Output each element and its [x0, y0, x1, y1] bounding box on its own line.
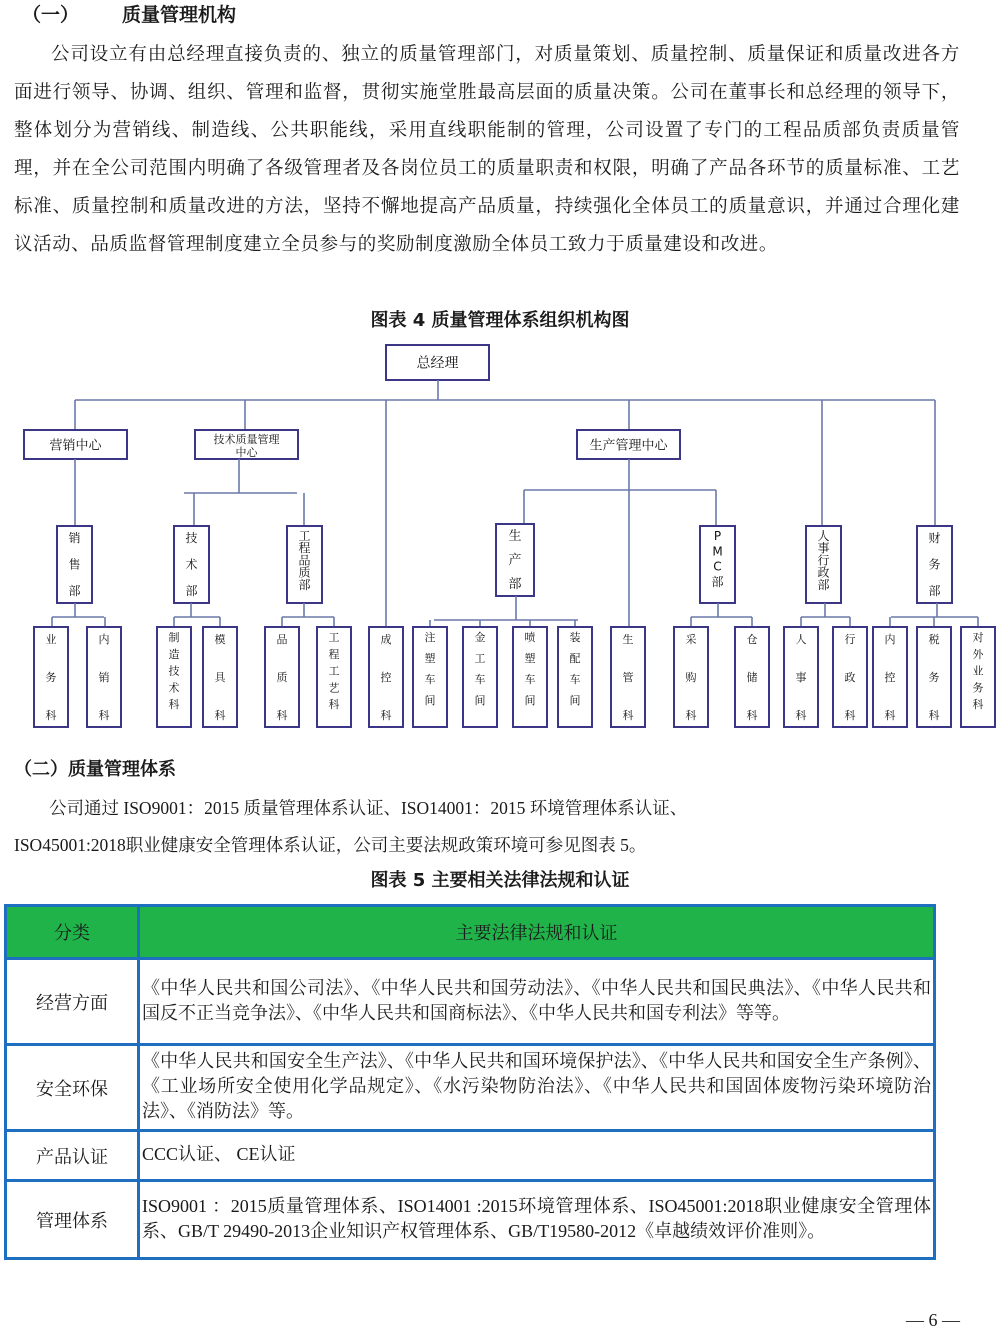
row-category: 管理体系 — [6, 1181, 139, 1259]
paragraph-text: 公司设立有由总经理直接负责的、独立的质量管理部门，对质量策划、质量控制、质量保证和质量改进各方面进行领导、协调、组织、管理和监督，贯彻实施堂胜最高层面的质量决策。公司在董事长和总经理的领导下，整体划分为营销线、制造线、公共职能线，采用直线职能制的管理，公司设置了专门的工程品质部负责质量管理，并在全公司范围内明确了各级管理者及各岗位员工的质量职责和权限，明确了产品各环节的质量标准、工艺标准、质量控制和质量改进的方法，坚持不懈地提高产品质量，持续强化全体员工的质量意识，并通过合理化建议活动、品质监督管理制度建立全员参与的奖励制度激励全体员工致力于质量建设和改进。 — [14, 44, 960, 255]
section-采购科-char: 科 — [685, 709, 697, 722]
section-品质科-char: 品 — [276, 633, 288, 646]
section-仓储科-char: 储 — [746, 671, 758, 684]
dept-hr-admin-char: 行 — [817, 553, 830, 568]
row-category: 安全环保 — [6, 1045, 139, 1131]
section-税务科-char: 务 — [928, 671, 940, 684]
dept-工程品质部-char: 工 — [298, 529, 311, 543]
section-制造技术科-char: 科 — [168, 698, 180, 712]
section-cost-control-char: 控 — [380, 671, 392, 684]
section-注塑车间-char: 间 — [424, 694, 436, 707]
section-金工车间-char: 间 — [474, 694, 486, 707]
dept-hr-admin-char: 人 — [817, 529, 830, 543]
section-工程工艺科-char: 工 — [328, 664, 340, 678]
section2-paragraph — [14, 790, 974, 864]
dept-技术部-char: 部 — [185, 584, 198, 598]
section-税务科-char: 税 — [928, 633, 940, 646]
section-工程工艺科-char: 艺 — [328, 681, 340, 695]
section-金工车间-char: 车 — [474, 673, 486, 686]
dept-工程品质部-char: 质 — [298, 565, 311, 580]
dept-finance-char: 财 — [928, 531, 941, 545]
section-喷塑车间-char: 塑 — [524, 652, 536, 665]
section-模具科-char: 模 — [214, 633, 226, 646]
section-对外业务科-char: 业 — [972, 664, 984, 678]
section-装配车间-char: 装 — [569, 631, 581, 644]
section-装配车间-char: 配 — [569, 652, 581, 665]
section-模具科-char: 科 — [214, 709, 226, 722]
dept-工程品质部-char: 程 — [298, 541, 311, 556]
section-制造技术科-char: 造 — [168, 647, 180, 661]
section-对外业务科-char: 对 — [972, 631, 984, 644]
section-仓储科-char: 科 — [746, 709, 758, 722]
section-金工车间-char: 工 — [474, 652, 486, 665]
root-node-label: 总经理 — [416, 355, 459, 372]
figure5-title: 图表 5 主要相关法律法规和认证 — [370, 870, 630, 891]
dept-pmc-char: M — [712, 544, 723, 559]
column-header-category: 分类 — [6, 906, 139, 959]
section-production-control-char: 生 — [622, 633, 634, 646]
section-装配车间-char: 车 — [569, 673, 581, 686]
section-对外业务科-char: 务 — [972, 681, 984, 695]
table-row — [6, 959, 935, 1045]
section-行政科-char: 科 — [844, 709, 856, 722]
section-业务科-char: 务 — [45, 671, 57, 684]
dept-production-char: 产 — [508, 553, 522, 568]
dept-hr-admin-char: 事 — [817, 541, 830, 556]
dept-production-char: 部 — [508, 577, 522, 592]
dept-技术部-char: 术 — [185, 557, 198, 572]
table-header-row — [6, 906, 935, 959]
dept-sales-char: 部 — [68, 584, 81, 598]
section-工程工艺科-char: 工 — [328, 631, 340, 644]
dept-sales-char: 销 — [68, 531, 81, 545]
section-喷塑车间-char: 间 — [524, 694, 536, 707]
section-人事科-char: 事 — [795, 671, 807, 684]
section-人事科-char: 科 — [795, 709, 807, 722]
dept-技术部-char: 技 — [185, 531, 198, 545]
section-采购科-char: 购 — [685, 671, 697, 684]
section-内销科-char: 科 — [98, 709, 110, 722]
section-仓储科-char: 仓 — [746, 633, 758, 646]
section-heading-2: （二）质量管理体系 — [14, 759, 176, 780]
row-content: 《中华人民共和国公司法》、《中华人民共和国劳动法》、《中华人民共和国民典法》、《中华人民共和国反不正当竞争法》、《中华人民共和国商标法》、《中华人民共和国专利法》等等。 — [139, 959, 935, 1045]
section-模具科-char: 具 — [214, 671, 226, 684]
section-内控科-char: 科 — [884, 709, 896, 722]
section-内控科-char: 控 — [884, 671, 896, 684]
laws-table — [4, 904, 936, 1260]
section2-line-2: ISO45001:2018职业健康安全管理体系认证，公司主要法规政策环境可参见图表 5。 — [14, 835, 647, 855]
section-品质科-char: 科 — [276, 709, 288, 722]
section-人事科-char: 人 — [795, 633, 807, 646]
section-cost-control-char: 科 — [380, 709, 392, 722]
dept-pmc-char: C — [713, 559, 722, 574]
section-注塑车间-char: 塑 — [424, 652, 436, 665]
section-喷塑车间-char: 车 — [524, 673, 536, 686]
section-采购科-char: 采 — [685, 633, 697, 646]
center-tech-quality-label: 技术质量管理 — [213, 433, 280, 446]
section-number: （一） — [22, 4, 80, 26]
section-税务科-char: 科 — [928, 709, 940, 722]
figure4-title: 图表 4 质量管理体系组织机构图 — [370, 310, 630, 331]
section-对外业务科-char: 外 — [972, 647, 984, 661]
page-number: — 6 — — [906, 1310, 960, 1330]
dept-production-char: 生 — [508, 529, 522, 544]
row-content: CCC认证、 CE认证 — [139, 1131, 935, 1181]
section-heading-1 — [22, 0, 236, 27]
section-production-control-char: 科 — [622, 709, 634, 722]
section-cost-control-char: 成 — [380, 633, 392, 646]
section-内销科-char: 销 — [98, 671, 110, 684]
section-内销科-char: 内 — [98, 633, 110, 646]
table-row — [6, 1045, 935, 1131]
table-row — [6, 1181, 935, 1259]
row-content: 《中华人民共和国安全生产法》、《中华人民共和国环境保护法》、《中华人民共和国安全生产条例》、《工业场所安全使用化学品规定》、《水污染物防治法》、《中华人民共和国固体废物污染环境防治法》、《消防法》等。 — [139, 1045, 935, 1131]
section-paragraph — [14, 36, 960, 264]
section-title: 质量管理机构 — [122, 4, 237, 26]
section-制造技术科-char: 技 — [168, 664, 180, 678]
dept-hr-admin-char: 部 — [817, 577, 830, 592]
section2-line-1: 公司通过 ISO9001：2015 质量管理体系认证、ISO14001：2015 环境管理体系认证、 — [49, 798, 688, 818]
section-行政科-char: 政 — [844, 671, 856, 684]
center-tech-quality-label: 中心 — [235, 446, 258, 459]
dept-工程品质部-char: 部 — [298, 577, 311, 592]
dept-pmc-char: 部 — [711, 574, 724, 589]
dept-hr-admin-char: 政 — [817, 565, 830, 580]
section-对外业务科-char: 科 — [972, 698, 984, 712]
dept-finance-char: 务 — [928, 557, 941, 572]
section-行政科-char: 行 — [844, 633, 856, 646]
section-业务科-char: 业 — [45, 633, 57, 646]
section-装配车间-char: 间 — [569, 694, 581, 707]
dept-finance-char: 部 — [928, 584, 941, 598]
table-row — [6, 1131, 935, 1181]
section-注塑车间-char: 注 — [424, 631, 436, 644]
section-制造技术科-char: 制 — [168, 631, 180, 644]
section-注塑车间-char: 车 — [424, 673, 436, 686]
section-production-control-char: 管 — [622, 671, 634, 684]
dept-工程品质部-char: 品 — [298, 553, 311, 568]
section-工程工艺科-char: 程 — [328, 647, 340, 661]
section-喷塑车间-char: 喷 — [524, 631, 536, 644]
dept-sales-char: 售 — [68, 557, 81, 572]
row-category: 经营方面 — [6, 959, 139, 1045]
dept-pmc-char: P — [713, 529, 722, 543]
section-金工车间-char: 金 — [474, 631, 486, 644]
section-工程工艺科-char: 科 — [328, 698, 340, 712]
org-chart — [0, 330, 1000, 730]
row-category: 产品认证 — [6, 1131, 139, 1181]
section-业务科-char: 科 — [45, 709, 57, 722]
section-内控科-char: 内 — [884, 633, 896, 646]
column-header-content: 主要法律法规和认证 — [139, 906, 935, 959]
row-content: ISO9001 ：2015质量管理体系、ISO14001 :2015环境管理体系、ISO45001:2018职业健康安全管理体系、GB/T 29490-2013企业知识产权管理体系、GB/T19580-2012《卓越绩效评价准则》。 — [139, 1181, 935, 1259]
section-制造技术科-char: 术 — [168, 681, 180, 695]
section-品质科-char: 质 — [276, 671, 288, 684]
center-marketing-label: 营销中心 — [49, 438, 102, 454]
center-production-label: 生产管理中心 — [589, 438, 668, 454]
